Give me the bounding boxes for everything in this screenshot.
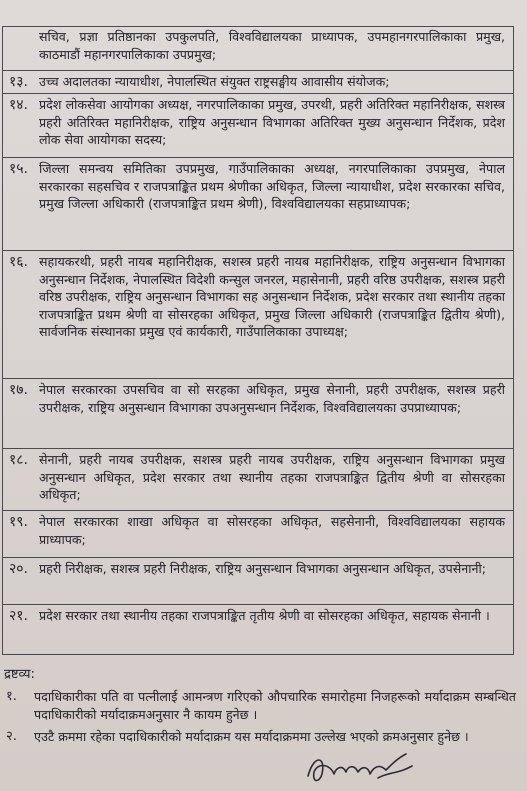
row-number: १९. [9, 514, 29, 530]
note-item [6, 728, 516, 746]
row-text: प्रदेश लोकसेवा आयोगका अध्यक्ष, नगरपालिकाका प्रमुख, उपरथी, प्रहरी अतिरिक्त महानिरीक्षक, सशस्त्र प्रहरी अतिरिक्त महानिरीक्षक, राष्ट्रिय अनुसन्धान विभागका अतिरिक्त मुख्य अनुसन्धान निर्देशक, प्रदेश लोक सेवा आयोगका सदस्य; [39, 97, 505, 147]
table-row [2, 94, 514, 158]
row-number: १५. [9, 161, 29, 177]
row-text: नेपाल सरकारका उपसचिव वा सो सरहका अधिकृत, प्रमुख सेनानी, प्रहरी उपरीक्षक, सशस्त्र प्रहरी उपरीक्षक, राष्ट्रिय अनुसन्धान विभागका उपअनुसन्धान निर्देशक, विश्वविद्यालयका उपप्राध्यापक; [39, 382, 505, 415]
row-text: प्रदेश सरकार तथा स्थानीय तहका राजपत्राङ्कित तृतीय श्रेणी वा सोसरहका अधिकृत, सहायक सेनानी । [39, 608, 490, 623]
row-text: जिल्ला समन्वय समितिका उपप्रमुख, गाउँपालिकाका अध्यक्ष, नगरपालिकाका उपप्रमुख, नेपाल सरकारका सहसचिव र राजपत्राङ्कित प्रथम श्रेणीका अधिकृत, जिल्ला न्यायाधीश, प्रदेश सरकारका सचिव, प्रमुख जिल्ला अधिकारी (राजपत्राङ्कित प्रथम श्रेणी), विश्वविद्यालयका सहप्राध्यापक; [39, 161, 505, 211]
row-text: नेपाल सरकारका शाखा अधिकृत वा सोसरहका अधिकृत, सहसेनानी, विश्वविद्यालयका सहायक प्राध्यापक; [39, 514, 505, 547]
row-text: सहायकरथी, प्रहरी नायब महानिरीक्षक, सशस्त्र प्रहरी नायब महानिरीक्षक, राष्ट्रिय अनुसन्धान विभागका अनुसन्धान निर्देशक, नेपालस्थित विदेशी कन्सुल जनरल, महासेनानी, प्रहरी वरिष्ठ उपरीक्षक, सशस्त्र प्रहरी वरिष्ठ उपरीक्षक, राष्ट्रिय अनुसन्धान विभागका सह अनुसन्धान निर्देशक, प्रदेश सरकार तथा स्थानीय तहका राजपत्राङ्कित प्रथम श्रेणी वा सोसरहका अधिकृत, प्रमुख जिल्ला अधिकारी (राजपत्राङ्कित द्वितीय श्रेणी), सार्वजनिक संस्थानका प्रमुख एवं कार्यकारी, गाउँपालिकाका उपाध्यक्ष; [39, 254, 505, 339]
table-row [2, 558, 514, 605]
row-number: २१. [9, 608, 29, 624]
table-row [2, 251, 514, 379]
row-number: १४. [9, 97, 29, 113]
notes-heading: द्रष्टव्य: [4, 667, 35, 682]
table-row [2, 379, 514, 449]
note-number: १. [6, 689, 17, 704]
row-number: १७. [9, 382, 29, 398]
table-row [2, 27, 514, 71]
note-text: एउटै क्रममा रहेका पदाधिकारीको मर्यादाक्रम यस मर्यादाक्रममा उल्लेख भएको क्रमअनुसार हुनेछ । [34, 729, 469, 744]
signature-image [300, 748, 420, 788]
row-text: सचिव, प्रज्ञा प्रतिष्ठानका उपकुलपति, विश्वविद्यालयका प्राध्यापक, उपमहानगरपालिकाका प्रमुख, काठमाडौं महानगरपालिकाका उपप्रमुख; [39, 29, 505, 62]
precedence-table [2, 26, 514, 655]
row-number [3, 27, 39, 70]
table-row [2, 511, 514, 558]
row-number: १३. [9, 74, 29, 90]
table-row [2, 449, 514, 511]
note-number: २. [6, 729, 17, 744]
row-text: उच्च अदालतका न्यायाधीश, नेपालस्थित संयुक्त राष्ट्रसङ्घीय आवासीय संयोजक; [39, 74, 390, 89]
table-row [2, 158, 514, 251]
note-item [6, 688, 516, 723]
row-number: १६. [9, 254, 29, 270]
note-text: पदाधिकारीका पति वा पत्नीलाई आमन्त्रण गरिएको औपचारिक समारोहमा निजहरूको मर्यादाक्रम सम्बन्धित पदाधिकारीको मर्यादाक्रमअनुसार नै कायम हुनेछ । [34, 689, 516, 722]
row-text: सेनानी, प्रहरी नायब उपरीक्षक, सशस्त्र प्रहरी नायब उपरीक्षक, राष्ट्रिय अनुसन्धान विभागका प्रमुख अनुसन्धान अधिकृत, प्रदेश सरकार तथा स्थानीय तहका राजपत्राङ्कित द्वितीय श्रेणी वा सोसरहका अधिकृत; [39, 452, 505, 502]
table-row [2, 71, 514, 94]
row-text: प्रहरी निरीक्षक, सशस्त्र प्रहरी निरीक्षक, राष्ट्रिय अनुसन्धान विभागका अनुसन्धान अधिकृत, उपसेनानी; [39, 561, 486, 576]
table-row [2, 605, 514, 655]
row-number: २०. [9, 561, 29, 577]
row-number: १८. [9, 452, 29, 468]
